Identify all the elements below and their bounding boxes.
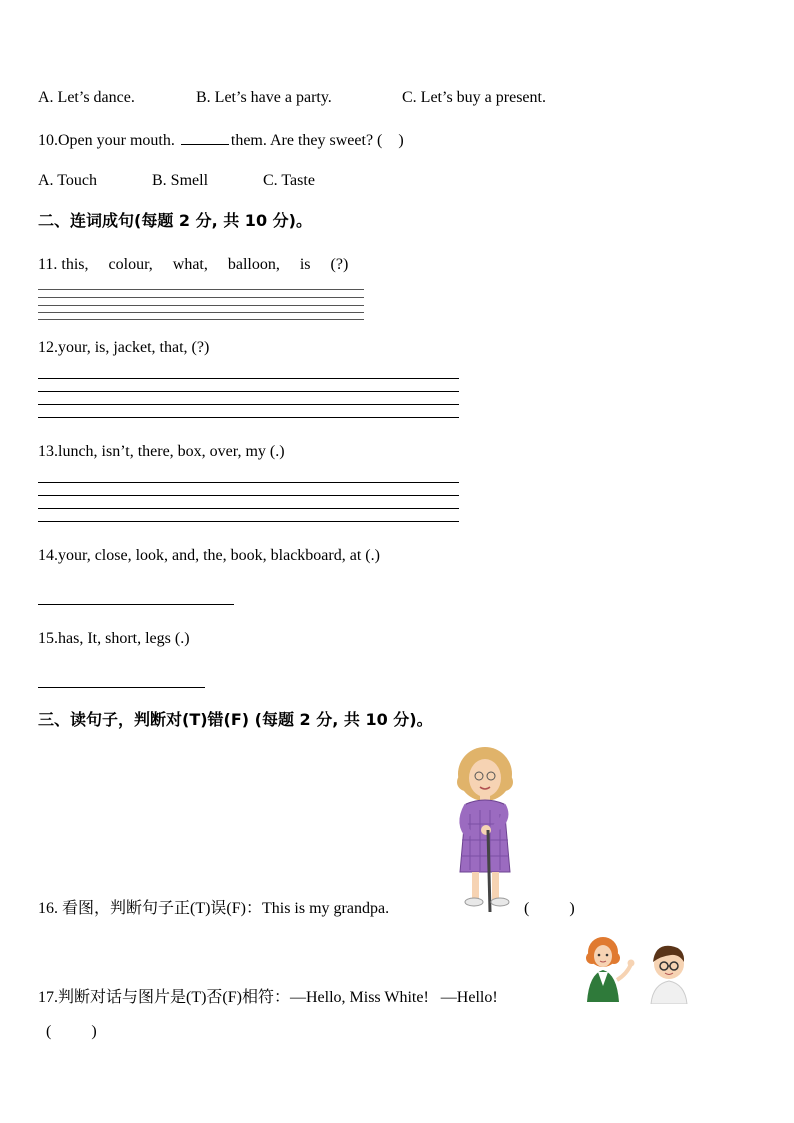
q10-answer-blank[interactable] bbox=[181, 130, 229, 145]
q12-answer-line bbox=[38, 391, 459, 392]
q10-text-after: them. Are they sweet? ( ) bbox=[230, 132, 404, 149]
question-13: 13.lunch, isn’t, there, box, over, my (.) bbox=[38, 443, 285, 460]
question-10 bbox=[38, 130, 404, 151]
q11-answer-line bbox=[38, 297, 364, 298]
question-16: 16. 看图，判断句子正(T)误(F)：This is my grandpa. bbox=[38, 900, 390, 917]
q13-answer-line[interactable] bbox=[38, 482, 459, 483]
q13-answer-line bbox=[38, 508, 459, 509]
q15-answer-line[interactable] bbox=[38, 687, 205, 688]
question-14: 14.your, close, look, and, the, book, blackboard, at (.) bbox=[38, 547, 380, 564]
q11-answer-line[interactable] bbox=[38, 289, 364, 290]
question-12: 12.your, is, jacket, that, (?) bbox=[38, 339, 210, 356]
q10-text-before: 10.Open your mouth. bbox=[38, 132, 179, 149]
q11-answer-line bbox=[38, 305, 364, 306]
q9-option-b: B. Let’s have a party. bbox=[196, 89, 332, 106]
q10-option-a: A. Touch bbox=[38, 172, 98, 189]
q13-answer-line bbox=[38, 495, 459, 496]
q17-answer-parens[interactable]: ( ) bbox=[46, 1023, 97, 1040]
section-3-title: 三、读句子，判断对(T)错(F) (每题 2 分, 共 10 分)。 bbox=[38, 710, 433, 729]
q11-answer-line bbox=[38, 312, 364, 313]
q13-answer-line bbox=[38, 521, 459, 522]
q12-answer-line[interactable] bbox=[38, 378, 459, 379]
q10-option-b: B. Smell bbox=[152, 172, 209, 189]
question-17: 17.判断对话与图片是(T)否(F)相符：—Hello, Miss White! —Hello! bbox=[38, 989, 498, 1006]
section-2-title: 二、连词成句(每题 2 分, 共 10 分)。 bbox=[38, 211, 312, 230]
q9-option-c: C. Let’s buy a present. bbox=[402, 89, 546, 106]
q12-answer-line bbox=[38, 404, 459, 405]
q12-answer-line bbox=[38, 417, 459, 418]
q16-answer-parens[interactable]: ( ) bbox=[524, 900, 575, 917]
q10-option-c: C. Taste bbox=[263, 172, 315, 189]
grandma-illustration bbox=[440, 744, 530, 916]
miss-white-and-boy-illustration bbox=[583, 934, 695, 1004]
question-11: 11. this, colour, what, balloon, is (?) bbox=[38, 256, 349, 273]
q11-answer-line bbox=[38, 319, 364, 320]
q14-answer-line[interactable] bbox=[38, 604, 234, 605]
q9-option-a: A. Let’s dance. bbox=[38, 89, 135, 106]
question-15: 15.has, It, short, legs (.) bbox=[38, 630, 190, 647]
